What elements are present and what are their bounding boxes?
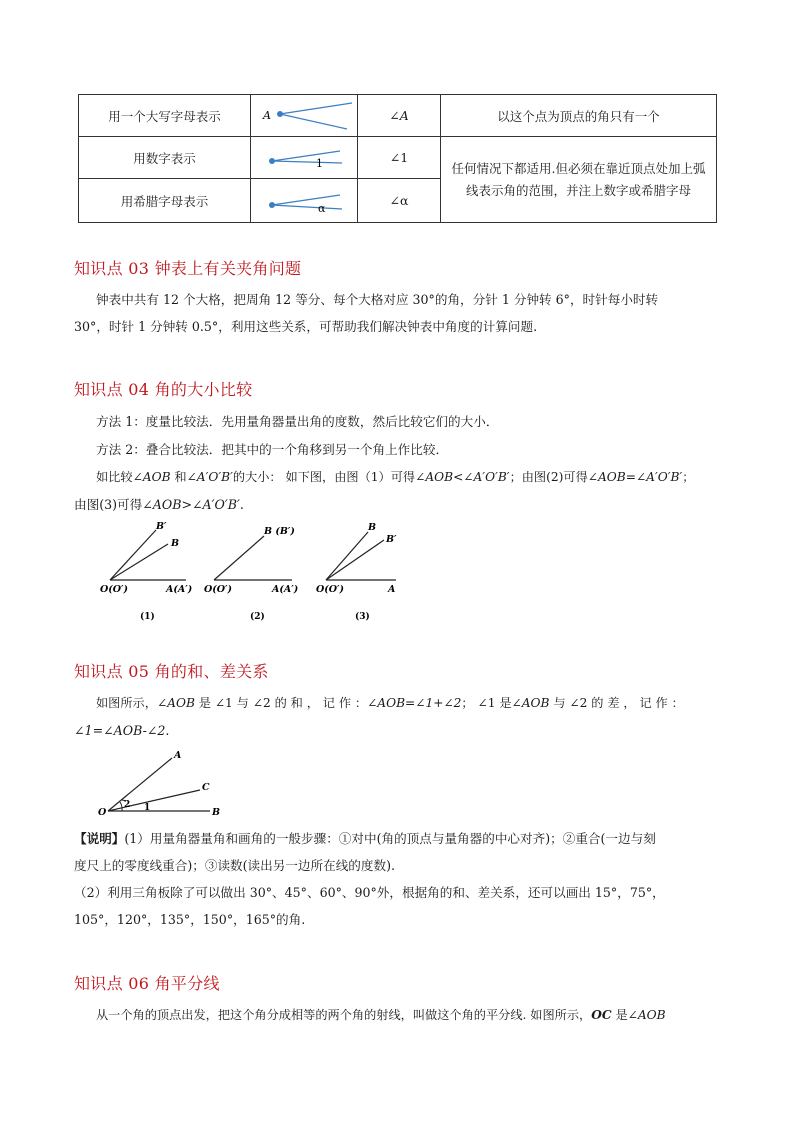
table-cell-symbol: ∠A: [358, 95, 441, 137]
paragraph-line: 度尺上的零度线重合)；③读数(读出另一边所在线的度数).: [74, 858, 395, 873]
paragraph-line: 钟表中共有 12 个大格，把周角 12 等分、每个大格对应 30°的角，分针 1 分钟转 6°，时针每小时转: [96, 292, 659, 307]
paragraph-line: 方法 2：叠合比较法．把其中的一个角移到另一个角上作比较．: [96, 442, 449, 457]
table-cell-symbol: ∠α: [358, 179, 441, 223]
label-b: B: [368, 522, 377, 533]
label-c: C: [202, 782, 210, 793]
note-label: 【说明】: [74, 831, 125, 846]
table-cell-note: 以这个点为顶点的角只有一个: [441, 95, 717, 137]
label-a: A: [388, 584, 396, 595]
figure-caption: (3): [355, 612, 370, 622]
table-row: [79, 137, 717, 179]
table-cell-figure: [251, 179, 358, 223]
angle-figure-letter: [252, 95, 357, 133]
section-heading-05: 知识点 05 角的和、差关系: [74, 662, 269, 681]
angle-figure-greek: [252, 179, 357, 219]
table-cell-symbol: ∠1: [358, 137, 441, 179]
label-b-prime: B′: [386, 534, 397, 545]
figure-label: A: [262, 109, 271, 122]
figure-caption: (2): [250, 612, 265, 622]
table-cell-figure: [251, 137, 358, 179]
figure-3: [316, 522, 397, 622]
section-heading-03: 知识点 03 钟表上有关夹角问题: [74, 259, 302, 278]
label-angle-1: 1: [144, 803, 151, 813]
label-b-prime: B′: [156, 521, 167, 532]
angle-comparison-figures: [96, 518, 416, 643]
paragraph-line: 方法 1：度量比较法．先用量角器量出角的度数，然后比较它们的大小．: [96, 414, 499, 429]
table-cell-figure: [251, 95, 358, 137]
paragraph-line: 30°，时针 1 分钟转 0.5°，利用这些关系，可帮助我们解决钟表中角度的计算问题.: [74, 319, 538, 334]
section-heading-04: 知识点 04 角的大小比较: [74, 380, 253, 399]
label-o: O: [98, 807, 107, 818]
angle-notation-table: [78, 94, 717, 223]
paragraph-line: 从一个角的顶点出发，把这个角分成相等的两个角的射线，叫做这个角的平分线. 如图所示，OC 是∠AOB: [96, 1008, 666, 1022]
figure-label: 1: [315, 157, 323, 170]
label-o: O(O′): [316, 584, 345, 595]
table-row: [79, 95, 717, 137]
paragraph-line: 由图(3)可得∠AOB>∠A′O′B′.: [74, 497, 244, 512]
label-angle-2: 2: [124, 800, 131, 810]
table-cell-method: 用数字表示: [79, 137, 251, 179]
label-b: B: [212, 807, 221, 818]
figure-1: [100, 521, 192, 622]
label-a: A(A′): [166, 584, 193, 595]
paragraph-line: 如图所示，∠AOB 是 ∠1 与 ∠2 的 和 ， 记 作 ：∠AOB=∠1+∠2； ∠1 是∠AOB 与 ∠2 的 差 ， 记 作 ：: [96, 696, 684, 710]
table-cell-method: 用一个大写字母表示: [79, 95, 251, 137]
table-cell-merged-note: 任何情况下都适用.但必须在靠近顶点处加上弧线表示角的范围，并注上数字或希腊字母: [441, 137, 717, 223]
label-a: A(A′): [272, 584, 299, 595]
figure-2: [204, 526, 298, 622]
figure-caption: (1): [140, 612, 155, 622]
paragraph-line: 如比较∠AOB 和∠A′O′B′的大小： 如下图，由图（1）可得∠AOB<∠A′O′B′；由图(2)可得∠AOB=∠A′O′B′；: [96, 470, 695, 484]
paragraph-line: 105°，120°，135°，150°，165°的角.: [74, 912, 306, 927]
angle-figure-number: [252, 137, 357, 175]
label-b-bprime: B (B′): [264, 526, 295, 537]
label-o: O(O′): [204, 584, 233, 595]
angle-sum-figure: [96, 744, 236, 820]
paragraph-line: 【说明】(1）用量角器量角和画角的一般步骤：①对中(角的顶点与量角器的中心对齐)；②重合(一边与刻: [74, 831, 656, 846]
paragraph-line: （2）利用三角板除了可以做出 30°、45°、60°、90°外，根据角的和、差关系，还可以画出 15°，75°，: [74, 885, 665, 900]
label-b: B: [171, 538, 180, 549]
label-o: O(O′): [100, 584, 129, 595]
table-cell-method: 用希腊字母表示: [79, 179, 251, 223]
figure-label: α: [317, 202, 325, 215]
paragraph-line: ∠1=∠AOB-∠2.: [74, 723, 170, 738]
label-a: A: [174, 750, 182, 761]
section-heading-06: 知识点 06 角平分线: [74, 974, 220, 993]
